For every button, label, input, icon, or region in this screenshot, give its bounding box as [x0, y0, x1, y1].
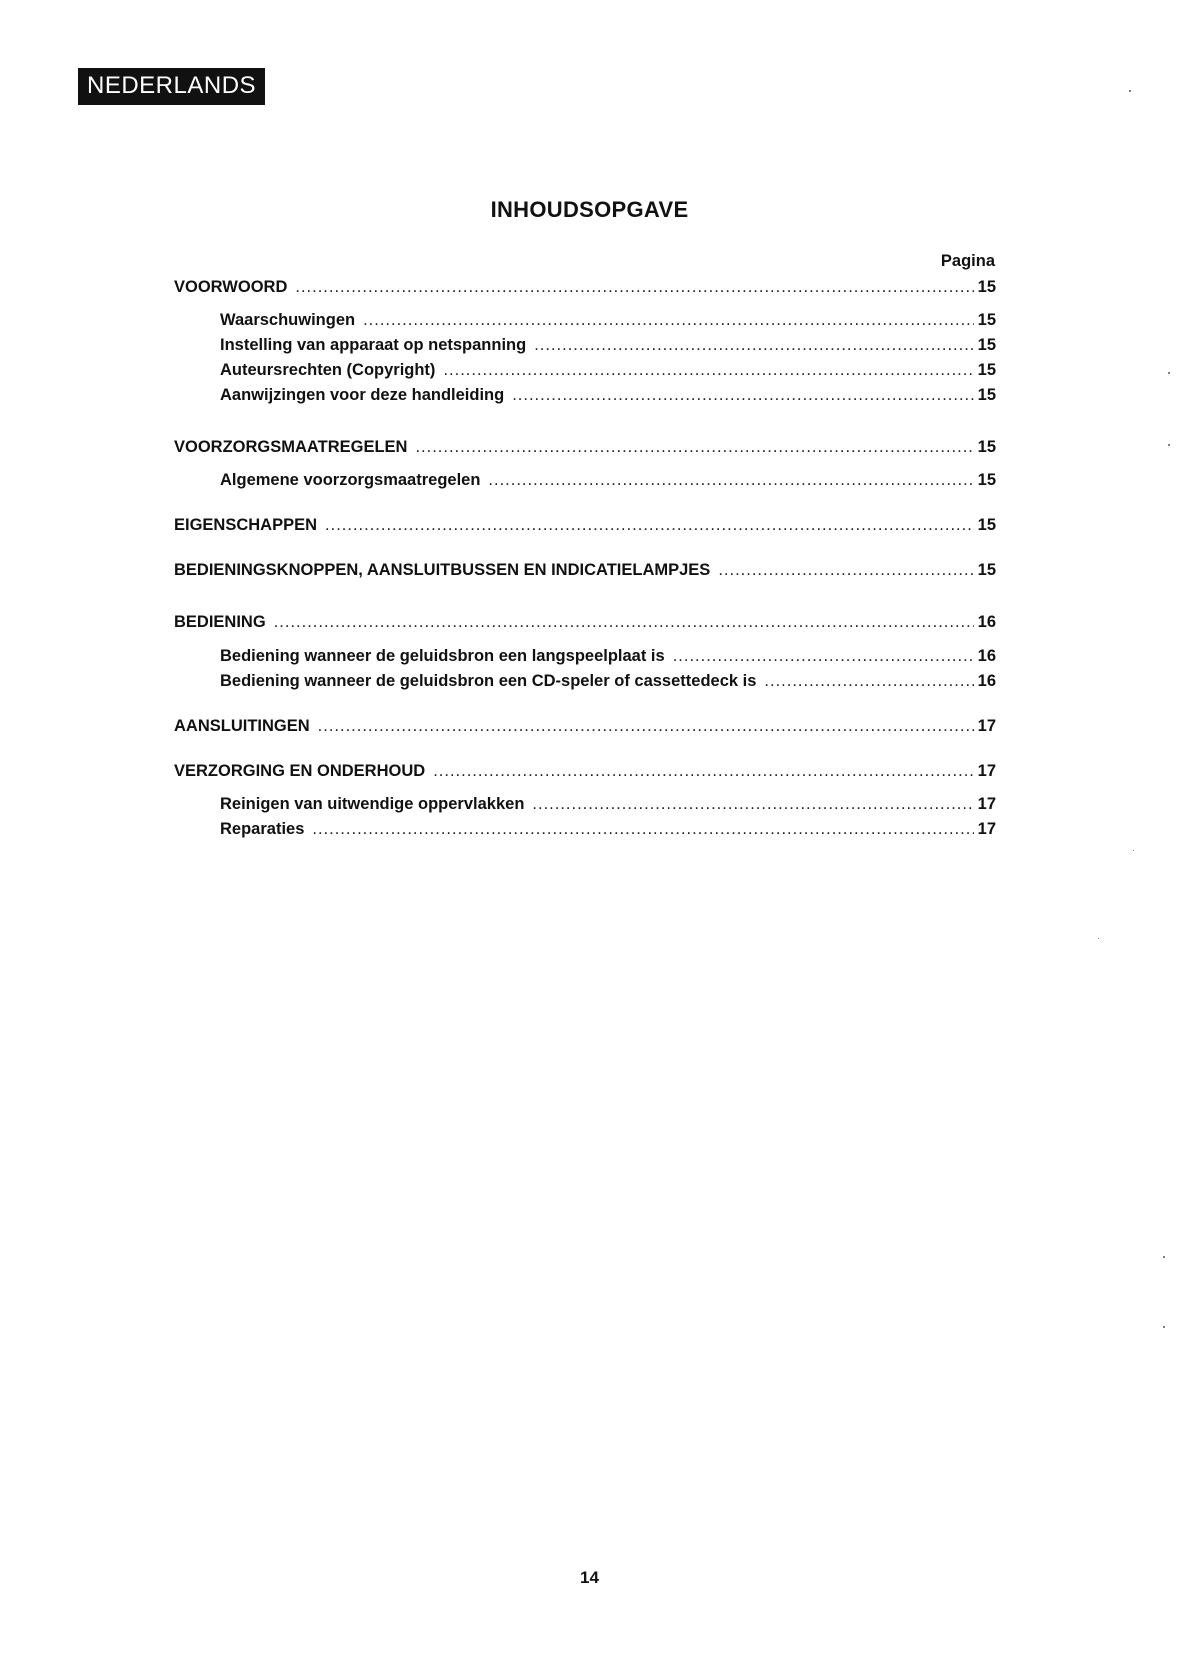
scan-speck	[1168, 444, 1170, 446]
toc-entry-page: 15	[977, 361, 996, 379]
scan-speck	[1129, 90, 1131, 92]
dot-leader	[443, 359, 973, 381]
toc-entry-label: Waarschuwingen	[220, 311, 356, 329]
toc-entry-page: 17	[977, 795, 996, 813]
toc-entry-page: 16	[977, 647, 996, 665]
toc-entry-page: 15	[977, 386, 996, 404]
toc-entry-subsection	[220, 309, 996, 331]
toc-entry-label: VERZORGING EN ONDERHOUD	[174, 762, 426, 780]
toc-entry-subsection	[220, 469, 996, 491]
toc-entry-label: EIGENSCHAPPEN	[174, 516, 318, 534]
toc-entry-section	[174, 760, 996, 782]
toc-entry-page: 15	[977, 311, 996, 329]
dot-leader	[764, 670, 973, 692]
toc-entry-section	[174, 715, 996, 737]
dot-leader	[415, 436, 973, 458]
scan-speck	[1133, 850, 1134, 851]
toc-entry-label: Reinigen van uitwendige oppervlakken	[220, 795, 525, 813]
language-badge: NEDERLANDS	[78, 68, 265, 105]
scan-speck	[1163, 1326, 1165, 1328]
scan-speck	[1168, 372, 1170, 374]
toc-entry-page: 17	[977, 820, 996, 838]
dot-leader	[488, 469, 973, 491]
toc-entry-label: Bediening wanneer de geluidsbron een CD-speler of cassettedeck is	[220, 672, 757, 690]
toc-entry-subsection	[220, 334, 996, 356]
toc-entry-label: Instelling van apparaat op netspanning	[220, 336, 527, 354]
toc-entry-label: BEDIENING	[174, 613, 266, 631]
toc-entry-page: 15	[977, 336, 996, 354]
page-title: INHOUDSOPGAVE	[490, 197, 689, 222]
toc-entry-label: BEDIENINGSKNOPPEN, AANSLUITBUSSEN EN INDICATIELAMPJES	[174, 561, 711, 579]
toc-entry-label: Auteursrechten (Copyright)	[220, 361, 436, 379]
scan-speck	[1163, 1256, 1165, 1258]
toc-entry-page: 17	[977, 717, 996, 735]
toc-entry-label: Algemene voorzorgsmaatregelen	[220, 471, 481, 489]
toc-entry-page: 15	[977, 471, 996, 489]
dot-leader	[312, 818, 973, 840]
dot-leader	[534, 334, 973, 356]
toc-entry-page: 15	[977, 278, 996, 296]
toc-entry-subsection	[220, 384, 996, 406]
page-column-header: Pagina	[940, 252, 995, 270]
toc-entry-page: 15	[977, 561, 996, 579]
toc-entry-section	[174, 514, 996, 536]
scan-speck	[1098, 938, 1099, 939]
toc-entry-section	[174, 611, 996, 633]
toc-entry-subsection	[220, 793, 996, 815]
dot-leader	[363, 309, 974, 331]
toc-entry-label: Bediening wanneer de geluidsbron een langspeelplaat is	[220, 647, 665, 665]
toc-entry-label: VOORWOORD	[174, 278, 288, 296]
toc-entry-section	[174, 276, 996, 298]
toc-entry-page: 17	[977, 762, 996, 780]
toc-entry-subsection	[220, 359, 996, 381]
dot-leader	[295, 276, 973, 298]
toc-entry-page: 15	[977, 438, 996, 456]
dot-leader	[318, 715, 974, 737]
toc-entry-subsection	[220, 645, 996, 667]
toc-entry-label: Aanwijzingen voor deze handleiding	[220, 386, 505, 404]
toc-entry-label: AANSLUITINGEN	[174, 717, 310, 735]
toc-entry-label: Reparaties	[220, 820, 305, 838]
toc-entry-page: 16	[977, 613, 996, 631]
dot-leader	[718, 559, 973, 581]
dot-leader	[673, 645, 974, 667]
toc-entry-subsection	[220, 818, 996, 840]
toc-entry-page: 16	[977, 672, 996, 690]
dot-leader	[433, 760, 973, 782]
page-number: 14	[580, 1568, 599, 1587]
dot-leader	[532, 793, 973, 815]
toc-entry-subsection	[220, 670, 996, 692]
toc-entry-section	[174, 559, 996, 581]
dot-leader	[512, 384, 973, 406]
dot-leader	[325, 514, 974, 536]
toc-entry-label: VOORZORGSMAATREGELEN	[174, 438, 408, 456]
dot-leader	[274, 611, 974, 633]
toc-entry-page: 15	[977, 516, 996, 534]
toc-entry-section	[174, 436, 996, 458]
